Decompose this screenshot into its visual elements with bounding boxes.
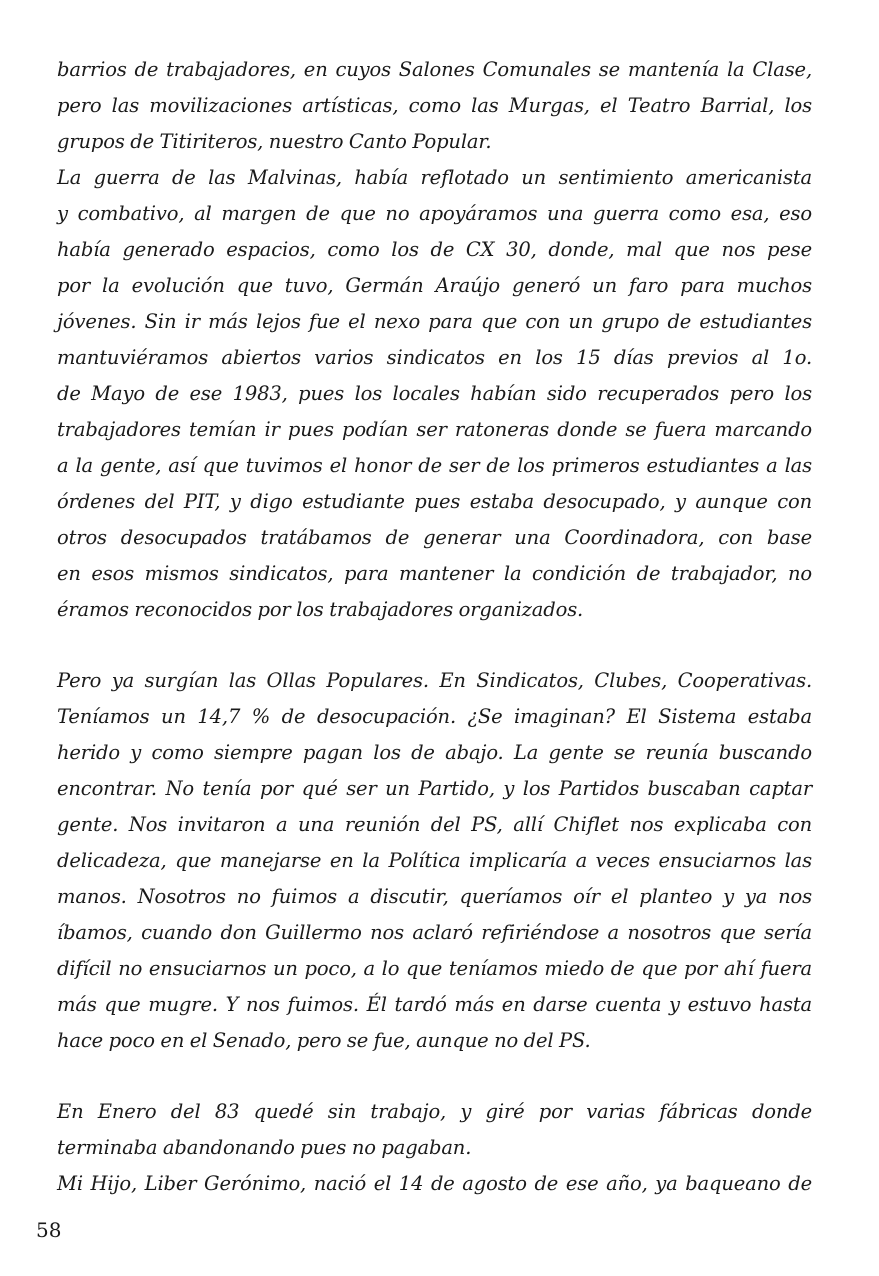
text-line: Pero ya surgían las Ollas Populares. En Sindicatos, Clubes, Cooperativas. bbox=[57, 669, 812, 692]
text-line: por la evolución que tuvo, Germán Araújo generó un faro para muchos bbox=[57, 274, 812, 297]
paragraph-4 bbox=[57, 1094, 812, 1166]
text-line: de Mayo de ese 1983, pues los locales habían sido recuperados pero los bbox=[57, 382, 812, 405]
paragraph-gap bbox=[57, 628, 812, 663]
text-line: La guerra de las Malvinas, había reflotado un sentimiento americanista bbox=[57, 166, 812, 189]
page-body bbox=[57, 52, 812, 1202]
page-number: 58 bbox=[36, 1218, 62, 1242]
paragraph-2 bbox=[57, 160, 812, 628]
text-line: más que mugre. Y nos fuimos. Él tardó más en darse cuenta y estuvo hasta bbox=[57, 993, 812, 1016]
paragraph-1 bbox=[57, 52, 812, 160]
text-line: mantuviéramos abiertos varios sindicatos en los 15 días previos al 1o. bbox=[57, 346, 812, 369]
text-line: Mi Hijo, Liber Gerónimo, nació el 14 de agosto de ese año, ya baqueano de bbox=[57, 1172, 812, 1195]
text-line: pero las movilizaciones artísticas, como las Murgas, el Teatro Barrial, los bbox=[57, 94, 812, 117]
paragraph-3 bbox=[57, 663, 812, 1059]
text-line: difícil no ensuciarnos un poco, a lo que teníamos miedo de que por ahí fuera bbox=[57, 957, 812, 980]
text-line: en esos mismos sindicatos, para mantener la condición de trabajador, no bbox=[57, 562, 812, 585]
text-line: grupos de Titiriteros, nuestro Canto Popular. bbox=[57, 130, 492, 153]
text-line: delicadeza, que manejarse en la Política implicaría a veces ensuciarnos las bbox=[57, 849, 812, 872]
text-line: a la gente, así que tuvimos el honor de ser de los primeros estudiantes a las bbox=[57, 454, 812, 477]
paragraph-5 bbox=[57, 1166, 812, 1202]
text-line: había generado espacios, como los de CX 30, donde, mal que nos pese bbox=[57, 238, 812, 261]
text-line: manos. Nosotros no fuimos a discutir, queríamos oír el planteo y ya nos bbox=[57, 885, 812, 908]
text-line: trabajadores temían ir pues podían ser ratoneras donde se fuera marcando bbox=[57, 418, 812, 441]
text-line: y combativo, al margen de que no apoyáramos una guerra como esa, eso bbox=[57, 202, 812, 225]
text-line: otros desocupados tratábamos de generar una Coordinadora, con base bbox=[57, 526, 812, 549]
text-line: jóvenes. Sin ir más lejos fue el nexo para que con un grupo de estudiantes bbox=[57, 310, 812, 333]
text-line: gente. Nos invitaron a una reunión del PS, allí Chiflet nos explicaba con bbox=[57, 813, 812, 836]
text-line: terminaba abandonando pues no pagaban. bbox=[57, 1136, 472, 1159]
paragraph-gap bbox=[57, 1059, 812, 1094]
text-line: barrios de trabajadores, en cuyos Salones Comunales se mantenía la Clase, bbox=[57, 58, 812, 81]
text-line: órdenes del PIT, y digo estudiante pues estaba desocupado, y aunque con bbox=[57, 490, 812, 513]
text-line: En Enero del 83 quedé sin trabajo, y giré por varias fábricas donde bbox=[57, 1100, 812, 1123]
text-line: encontrar. No tenía por qué ser un Partido, y los Partidos buscaban captar bbox=[57, 777, 812, 800]
text-line: hace poco en el Senado, pero se fue, aunque no del PS. bbox=[57, 1029, 591, 1052]
text-line: herido y como siempre pagan los de abajo. La gente se reunía buscando bbox=[57, 741, 812, 764]
text-line: Teníamos un 14,7 % de desocupación. ¿Se imaginan? El Sistema estaba bbox=[57, 705, 812, 728]
text-line: íbamos, cuando don Guillermo nos aclaró refiriéndose a nosotros que sería bbox=[57, 921, 812, 944]
text-line: éramos reconocidos por los trabajadores organizados. bbox=[57, 598, 584, 621]
